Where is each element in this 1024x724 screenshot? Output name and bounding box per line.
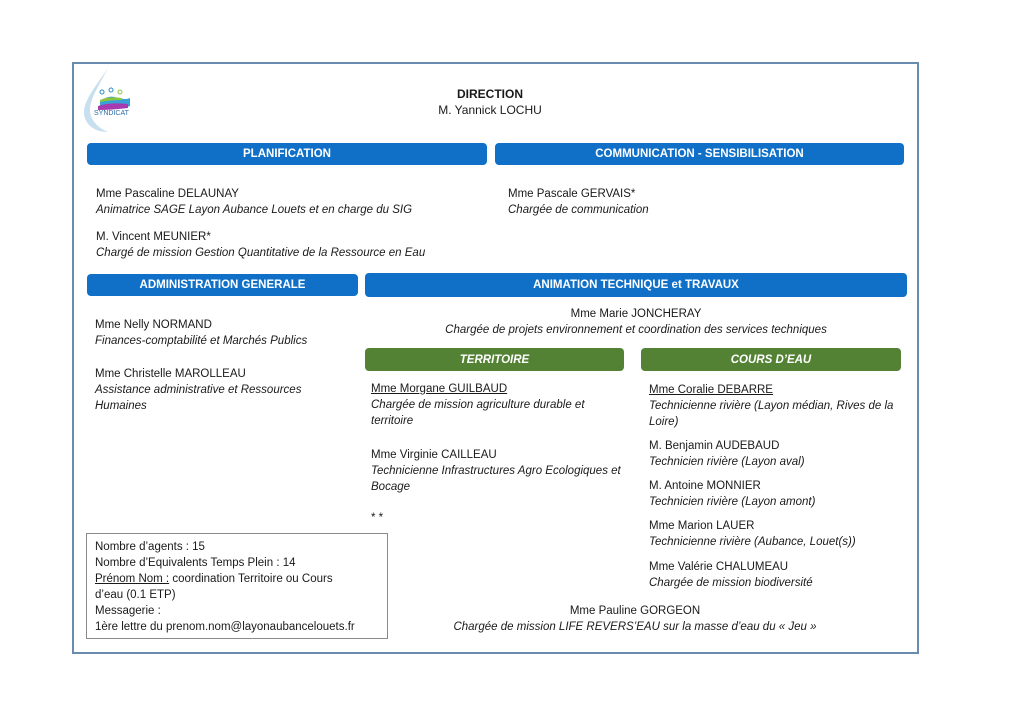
person-role: Assistance administrative et Ressources Humaines bbox=[95, 384, 302, 412]
etp-count: Nombre d’Equivalents Temps Plein : 14 bbox=[95, 557, 296, 569]
info-box bbox=[86, 533, 388, 639]
person-name: Mme Pauline GORGEON bbox=[569, 605, 701, 617]
person-card bbox=[95, 317, 307, 349]
person-role: Technicienne Infrastructures Agro Ecologiques et Bocage bbox=[371, 465, 621, 493]
person-card bbox=[649, 559, 813, 591]
header-animation: ANIMATION TECHNIQUE et TRAVAUX bbox=[365, 273, 907, 297]
direction-name: M. Yannick LOCHU bbox=[438, 103, 542, 117]
person-name: Mme Valérie CHALUMEAU bbox=[649, 561, 789, 573]
person-card bbox=[96, 229, 425, 261]
person-name: Mme Nelly NORMAND bbox=[95, 319, 212, 331]
logo-text: SYNDICAT bbox=[94, 110, 129, 117]
person-name: Mme Pascaline DELAUNAY bbox=[96, 188, 239, 200]
person-role: Chargée de mission LIFE REVERS’EAU sur la masse d’eau du « Jeu » bbox=[453, 621, 817, 633]
person-card bbox=[371, 381, 621, 429]
person-role: Technicienne rivière (Aubance, Louet(s)) bbox=[649, 536, 856, 548]
person-role: Chargée de projets environnement et coordination des services techniques bbox=[445, 324, 827, 336]
person-name: Mme Pascale GERVAIS* bbox=[508, 188, 636, 200]
person-role: Technicien rivière (Layon amont) bbox=[649, 496, 816, 508]
person-name: Mme Christelle MAROLLEAU bbox=[95, 368, 246, 380]
person-name: Mme Morgane GUILBAUD bbox=[371, 383, 508, 395]
person-name: M. Vincent MEUNIER* bbox=[96, 231, 211, 243]
person-name: Mme Marie JONCHERAY bbox=[570, 308, 702, 320]
person-card bbox=[649, 438, 805, 470]
header-communication: COMMUNICATION - SENSIBILISATION bbox=[495, 143, 904, 165]
person-role: Chargée de mission agriculture durable et territoire bbox=[371, 399, 585, 427]
person-role: Finances-comptabilité et Marchés Publics bbox=[95, 335, 308, 347]
header-cours-eau: COURS D’EAU bbox=[641, 348, 901, 371]
person-role: Chargée de mission biodiversité bbox=[649, 577, 813, 589]
person-name: M. Antoine MONNIER bbox=[649, 480, 761, 492]
person-card bbox=[508, 186, 649, 218]
person-card-life bbox=[400, 603, 870, 635]
agents-count: Nombre d’agents : 15 bbox=[95, 541, 205, 553]
mail-format: 1ère lettre du prenom.nom@layonaubancelouets.fr bbox=[95, 621, 355, 633]
person-name: Mme Marion LAUER bbox=[649, 520, 755, 532]
person-role: Animatrice SAGE Layon Aubance Louets et en charge du SIG bbox=[96, 204, 413, 216]
person-name: M. Benjamin AUDEBAUD bbox=[649, 440, 780, 452]
header-planification: PLANIFICATION bbox=[87, 143, 487, 165]
legend-key: Prénom Nom : bbox=[95, 573, 170, 585]
person-card bbox=[649, 518, 856, 550]
person-card bbox=[649, 478, 815, 510]
person-name: Mme Virginie CAILLEAU bbox=[371, 449, 497, 461]
person-card bbox=[649, 382, 904, 430]
water-drop-logo-icon bbox=[78, 64, 138, 134]
person-card bbox=[371, 447, 636, 495]
person-card-lead bbox=[365, 306, 907, 338]
header-territoire: TERRITOIRE bbox=[365, 348, 624, 371]
person-role: Chargé de mission Gestion Quantitative de la Ressource en Eau bbox=[96, 247, 426, 259]
footnote-asterisks: * * bbox=[371, 512, 384, 524]
person-card bbox=[96, 186, 412, 218]
legend-line bbox=[95, 571, 379, 587]
person-role: Technicienne rivière (Layon médian, Rives de la Loire) bbox=[649, 400, 894, 428]
person-role: Technicien rivière (Layon aval) bbox=[649, 456, 805, 468]
mail-label: Messagerie : bbox=[95, 605, 161, 617]
direction-title: DIRECTION bbox=[457, 87, 523, 101]
legend-line-2: d’eau (0.1 ETP) bbox=[95, 589, 176, 601]
person-role: Chargée de communication bbox=[508, 204, 649, 216]
legend-text: coordination Territoire ou Cours bbox=[169, 573, 333, 585]
person-name: Mme Coralie DEBARRE bbox=[649, 384, 773, 396]
header-administration: ADMINISTRATION GENERALE bbox=[87, 274, 358, 296]
person-card bbox=[95, 366, 335, 414]
